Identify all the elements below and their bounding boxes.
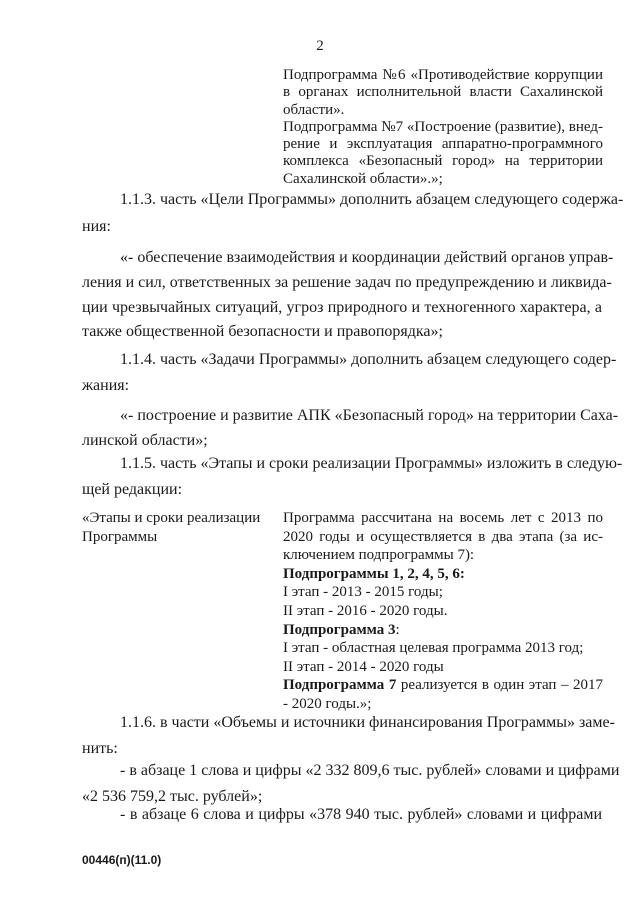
text-line: «- обеспечение взаимодействия и координации действий органов управ- bbox=[120, 249, 614, 266]
text-line: 1.1.6. в части «Объемы и источники финансирования Программы» заме- bbox=[120, 714, 615, 731]
text-line: Подпрограмма №7 «Построение (развитие), внед- bbox=[283, 118, 603, 135]
text-line: «Этапы и сроки реализации bbox=[82, 510, 261, 526]
text-line: Программы bbox=[82, 529, 158, 545]
text-line: ния: bbox=[82, 218, 111, 235]
text-line: жания: bbox=[82, 377, 130, 394]
text-line: - в абзаце 6 слова и цифры «378 940 тыс. рублей» словами и цифрами bbox=[120, 806, 602, 823]
paragraph-1-1-6-item-2 bbox=[82, 806, 602, 824]
paragraph-1-1-6 bbox=[82, 714, 615, 732]
text-line: «2 536 759,2 тыс. рублей»; bbox=[82, 787, 263, 805]
text-line: «- построение и развитие АПК «Безопасный город» на территории Саха- bbox=[120, 407, 619, 424]
text-line: рение и эксплуатация аппаратно-программного bbox=[283, 136, 603, 153]
text-line: 1.1.3. часть «Цели Программы» дополнить абзацем следующего содержа- bbox=[120, 191, 624, 208]
text-line: нить: bbox=[82, 740, 118, 757]
text-line: II этап - 2014 - 2020 годы bbox=[283, 658, 444, 675]
paragraph-1-1-3 bbox=[82, 191, 624, 209]
document-code: 00446(п)(11.0) bbox=[82, 853, 162, 867]
text-line: - в абзаце 1 слова и цифры «2 332 809,6 тыс. рублей» словами и цифрами bbox=[120, 762, 620, 779]
text-line: линской области»; bbox=[82, 431, 208, 449]
paragraph-1-1-4-quote bbox=[82, 404, 619, 454]
text-line: ключением подпрограммы 7): bbox=[283, 547, 475, 564]
text-line: I этап - областная целевая программа 2013 год; bbox=[283, 640, 584, 657]
paragraph-1-1-6-item-1 bbox=[82, 758, 620, 809]
text-line: Подпрограмма №6 «Противодействие коррупции bbox=[283, 67, 603, 83]
text-line: - 2020 годы.»; bbox=[283, 695, 372, 712]
text-line: Программа рассчитана на восемь лет с 2013 по bbox=[283, 510, 603, 526]
text-line: 1.1.4. часть «Задачи Программы» дополнить абзацем следующего содер- bbox=[120, 351, 617, 368]
stages-description bbox=[283, 509, 603, 714]
subprogram-group-title: Подпрограмма 7 реализуется в один этап – 2017 bbox=[283, 677, 603, 694]
stages-label bbox=[82, 509, 272, 547]
text-line: I этап - 2013 - 2015 годы; bbox=[283, 584, 443, 601]
text-line: ции чрезвычайных ситуаций, угроз природного и техногенного характера, а bbox=[82, 298, 602, 316]
paragraph-1-1-3-quote bbox=[82, 246, 614, 345]
text-line: щей редакции: bbox=[82, 481, 183, 498]
page-number: 2 bbox=[316, 38, 324, 54]
subprogram-group-title: Подпрограмма 3: bbox=[283, 621, 400, 638]
text-line: области». bbox=[283, 101, 345, 118]
subprogram-6-block bbox=[283, 67, 603, 188]
text-line: 2020 годы и осуществляется в два этапа (за ис- bbox=[283, 528, 603, 545]
paragraph-1-1-4 bbox=[82, 351, 617, 369]
text-line: II этап - 2016 - 2020 годы. bbox=[283, 602, 448, 619]
text-line: комплекса «Безопасный город» на территории bbox=[283, 153, 603, 170]
text-line: ления и сил, ответственных за решение задач по предупреждению и ликвида- bbox=[82, 273, 612, 291]
paragraph-1-1-5 bbox=[82, 455, 623, 473]
subprogram-group-title: Подпрограммы 1, 2, 4, 5, 6: bbox=[283, 565, 465, 582]
text-line: также общественной безопасности и правопорядка»; bbox=[82, 323, 443, 341]
text-line: Сахалинской области».»; bbox=[283, 170, 443, 187]
text-line: 1.1.5. часть «Этапы и сроки реализации Программы» изложить в следую- bbox=[120, 455, 623, 472]
text-line: в органах исполнительной власти Сахалинской bbox=[283, 84, 603, 101]
